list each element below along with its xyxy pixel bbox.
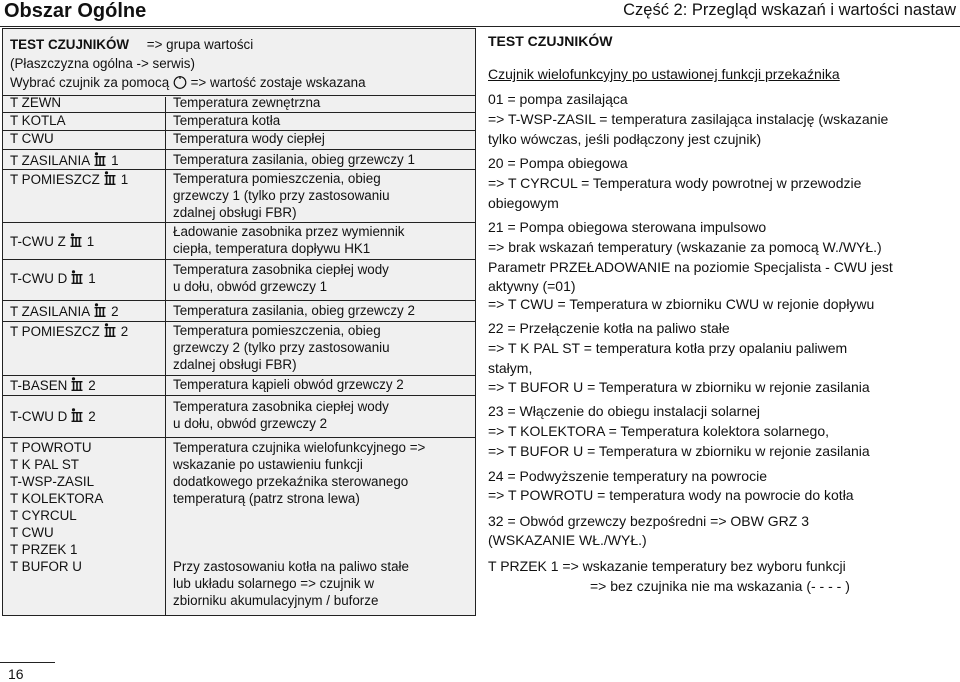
explanation-line: 20 = Pompa obiegowa <box>488 155 628 171</box>
explanation-line: 21 = Pompa obiegowa sterowana impulsowo <box>488 219 767 235</box>
heating-circuit-number: 1 <box>111 153 119 168</box>
footer-divider <box>0 662 55 663</box>
row-separator <box>3 149 475 150</box>
radiator-icon <box>104 323 117 338</box>
heating-circuit-number: 2 <box>88 378 96 393</box>
explanation-line: 23 = Włączenie do obiegu instalacji solarnej <box>488 403 760 419</box>
sensor-desc: dodatkowego przekaźnika sterowanego <box>173 474 409 489</box>
sensor-key: T PRZEK 1 <box>10 542 78 557</box>
sensor-key: T ZASILANIA <box>10 153 91 168</box>
explanation-line: stałym, <box>488 360 533 376</box>
row-separator <box>3 169 475 170</box>
explanation-line: tylko wówczas, jeśli podłączony jest czujnik) <box>488 131 762 147</box>
explanation-line: => T CYRCUL = Temperatura wody powrotnej w przewodzie <box>488 175 862 191</box>
intro-heading-suffix: => grupa wartości <box>146 37 254 52</box>
explanation-line: => T K PAL ST = temperatura kotła przy opalaniu paliwem <box>488 340 848 356</box>
sensor-desc: u dołu, obwód grzewczy 1 <box>173 279 328 294</box>
sensor-key: T-WSP-ZASIL <box>10 474 95 489</box>
sensor-desc: Przy zastosowaniu kotła na paliwo stałe <box>173 559 409 574</box>
explanation-line: => T BUFOR U = Temperatura w zbiorniku w rejonie zasilania <box>488 443 870 459</box>
sensor-desc: grzewczy 2 (tylko przy zastosowaniu <box>173 340 390 355</box>
sensor-desc: Temperatura pomieszczenia, obieg <box>173 171 381 186</box>
explanation-line: 22 = Przełączenie kotła na paliwo stałe <box>488 320 730 336</box>
intro-select-text: Wybrać czujnik za pomocą <box>10 75 170 90</box>
explanation-line: (WSKAZANIE WŁ./WYŁ.) <box>488 532 647 548</box>
sensor-key: T CWU <box>10 131 54 146</box>
explanation-line: => T CWU = Temperatura w zbiorniku CWU w rejonie dopływu <box>488 296 875 312</box>
explanation-line: Parametr PRZEŁADOWANIE na poziomie Specjalista - CWU jest <box>488 259 893 275</box>
radiator-icon <box>71 408 84 423</box>
explanation-line: => T POWROTU = temperatura wody na powrocie do kotła <box>488 487 854 503</box>
heating-circuit-number: 2 <box>111 304 119 319</box>
explanation-line: 01 = pompa zasilająca <box>488 91 628 107</box>
header-divider <box>0 26 960 27</box>
radiator-icon <box>71 270 84 285</box>
sensor-key: T BUFOR U <box>10 559 82 574</box>
sensor-desc: zbiorniku akumulacyjnym / buforze <box>173 593 379 608</box>
explanation-line: => bez czujnika nie ma wskazania (- - - - ) <box>590 578 850 594</box>
section-heading: TEST CZUJNIKÓW <box>488 33 613 49</box>
explanation-line: obiegowym <box>488 195 559 211</box>
sensor-desc: Temperatura zasobnika ciepłej wody <box>173 262 389 277</box>
explanation-line: 24 = Podwyższenie temperatury na powrocie <box>488 468 767 484</box>
sensor-desc: Temperatura zasilania, obieg grzewczy 2 <box>173 303 415 318</box>
sensor-key: T POMIESZCZ <box>10 324 100 339</box>
sensor-desc: Temperatura kąpieli obwód grzewczy 2 <box>173 377 404 392</box>
row-separator <box>3 437 475 438</box>
explanation-line: => T-WSP-ZASIL = temperatura zasilająca instalację (wskazanie <box>488 111 889 127</box>
sensor-desc: Ładowanie zasobnika przez wymiennik <box>173 224 405 239</box>
sensor-desc: Temperatura zasilania, obieg grzewczy 1 <box>173 152 415 167</box>
radiator-icon <box>94 303 107 318</box>
sensor-desc: Temperatura kotła <box>173 113 281 128</box>
sensor-desc: wskazanie po ustawieniu funkcji <box>173 457 363 472</box>
sensor-desc: Temperatura zewnętrzna <box>173 95 321 110</box>
sensor-desc: u dołu, obwód grzewczy 2 <box>173 416 328 431</box>
sensor-desc: Temperatura pomieszczenia, obieg <box>173 323 381 338</box>
page-title: Obszar Ogólne <box>4 0 147 22</box>
sensor-desc: grzewczy 1 (tylko przy zastosowaniu <box>173 188 390 203</box>
sensor-key: T-CWU D <box>10 271 68 286</box>
explanation-line: 32 = Obwód grzewczy bezpośredni => OBW GRZ 3 <box>488 513 809 529</box>
intro-heading: TEST CZUJNIKÓW <box>10 37 130 52</box>
row-separator <box>3 321 475 322</box>
heating-circuit-number: 2 <box>120 324 129 339</box>
explanation-line: T PRZEK 1 => wskazanie temperatury bez wyboru funkcji <box>488 558 846 574</box>
sensor-desc: zdalnej obsługi FBR) <box>173 205 297 220</box>
row-separator <box>3 259 475 260</box>
radiator-icon <box>71 377 84 392</box>
sensor-key: T K PAL ST <box>10 457 79 472</box>
row-separator <box>3 300 475 301</box>
sensor-key: T KOTLA <box>10 113 66 128</box>
page-number: 16 <box>8 666 24 682</box>
radiator-icon <box>70 233 83 248</box>
sensor-desc: Temperatura zasobnika ciepłej wody <box>173 399 389 414</box>
sensor-key: T POWROTU <box>10 440 92 455</box>
heating-circuit-number: 1 <box>120 172 129 187</box>
sensor-desc: lub układu solarnego => czujnik w <box>173 576 374 591</box>
sensor-key: T ZEWN <box>10 95 62 110</box>
intro-path: (Płaszczyzna ogólna -> serwis) <box>10 56 195 71</box>
row-separator <box>3 222 475 223</box>
rotary-knob-icon <box>173 75 187 89</box>
sensor-desc: Temperatura wody ciepłej <box>173 131 325 146</box>
sensor-desc: zdalnej obsługi FBR) <box>173 357 297 372</box>
radiator-icon <box>94 152 107 167</box>
column-divider <box>165 97 166 615</box>
sensor-desc: temperaturą (patrz strona lewa) <box>173 491 360 506</box>
sensor-key: T CYRCUL <box>10 508 77 523</box>
explanation-line: => T KOLEKTORA = Temperatura kolektora solarnego, <box>488 423 829 439</box>
sensor-desc: ciepła, temperatura dopływu HK1 <box>173 241 371 256</box>
explanation-line: => brak wskazań temperatury (wskazanie za pomocą W./WYŁ.) <box>488 239 882 255</box>
explanation-line: aktywny (=01) <box>488 278 576 294</box>
heating-circuit-number: 1 <box>88 271 96 286</box>
intro-result-text: => wartość zostaje wskazana <box>190 75 366 90</box>
sensor-key: T-CWU Z <box>10 234 66 249</box>
heating-circuit-number: 1 <box>86 234 95 249</box>
sensor-key: T CWU <box>10 525 54 540</box>
sensor-key: T-CWU D <box>10 409 68 424</box>
sensor-desc: Temperatura czujnika wielofunkcyjnego => <box>173 440 426 455</box>
sensor-table <box>2 28 476 616</box>
heating-circuit-number: 2 <box>88 409 96 424</box>
sensor-key: T ZASILANIA <box>10 304 91 319</box>
sensor-key: T KOLEKTORA <box>10 491 104 506</box>
explanation-line: => T BUFOR U = Temperatura w zbiorniku w rejonie zasilania <box>488 379 870 395</box>
radiator-icon <box>104 171 117 186</box>
section-title: Część 2: Przegląd wskazań i wartości nastaw <box>623 1 956 19</box>
row-separator <box>3 395 475 396</box>
sensor-key: T POMIESZCZ <box>10 172 100 187</box>
section-subheading: Czujnik wielofunkcyjny po ustawionej funkcji przekaźnika <box>488 66 840 82</box>
sensor-key: T-BASEN <box>10 378 68 393</box>
row-separator <box>3 375 475 376</box>
